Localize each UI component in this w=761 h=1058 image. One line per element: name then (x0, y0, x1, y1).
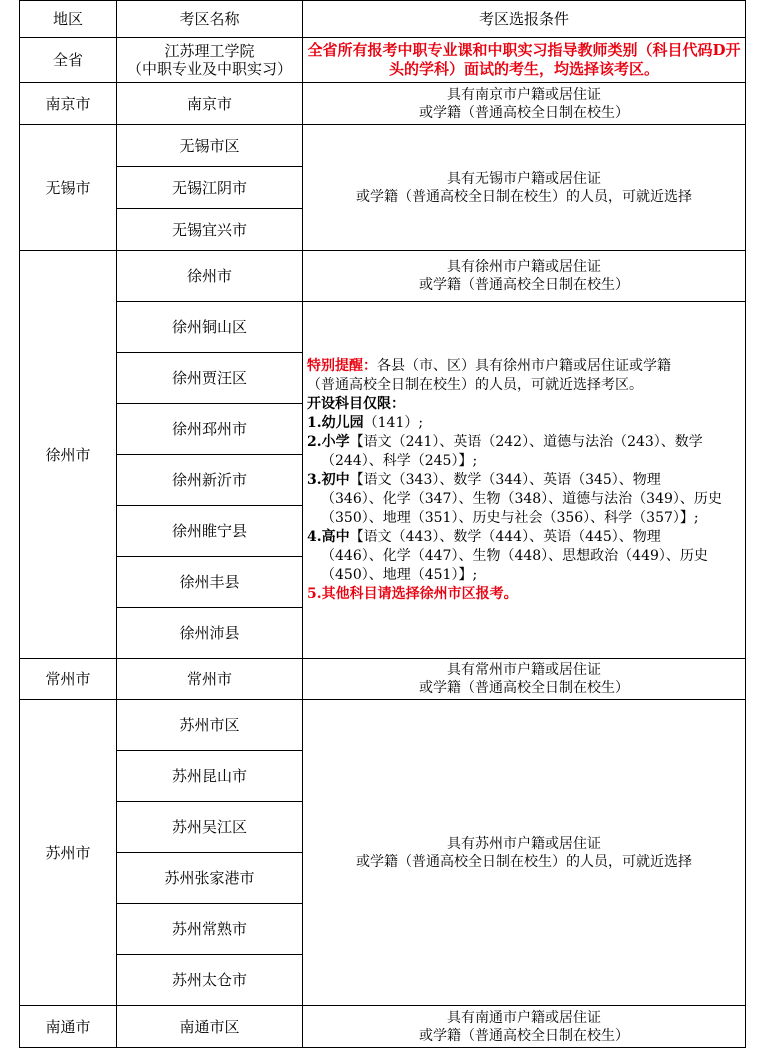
subject-item-text: 【语文（241）、英语（242）、道德与法治（243）、数学 (349, 433, 703, 450)
subject-item-label: 4.高中 (307, 528, 350, 545)
area-name-cell: 徐州铜山区 (117, 302, 303, 353)
condition-line: 或学籍（普通高校全日制在校生） (419, 104, 629, 121)
wuxi-row (20, 125, 746, 167)
subject-item-cont: （450）、地理（451）】; (321, 566, 478, 583)
region-cell: 苏州市 (20, 700, 117, 1006)
region-cell: 全省 (20, 38, 117, 83)
condition-cell (303, 1006, 746, 1048)
condition-line: 具有徐州市户籍或居住证 (447, 259, 601, 275)
subject-item-other: 5.其他科目请选择徐州市区报考。 (307, 585, 518, 602)
subject-item-cont: （446）、化学（447）、生物（448）、思想政治（449）、历史 (321, 547, 708, 564)
area-name-line: 江苏理工学院 (164, 42, 255, 60)
notice-line: （普通高校全日制在校生）的人员，可就近选择考区。 (307, 376, 643, 393)
subject-item-text: 【语文（343）、数学（344）、英语（345）、物理 (349, 471, 661, 488)
area-name-cell: 南通市区 (117, 1006, 303, 1048)
condition-cell (303, 125, 746, 251)
region-cell: 南京市 (20, 83, 117, 125)
condition-line: 或学籍（普通高校全日制在校生） (419, 680, 629, 696)
suzhou-row (20, 700, 746, 751)
area-name-cell: 苏州张家港市 (117, 853, 303, 904)
area-name-cell: 无锡市区 (117, 125, 303, 167)
xuzhou-detail-cell (303, 302, 746, 659)
subject-item-text: 【语文（443）、数学（444）、英语（445）、物理 (349, 528, 661, 545)
area-name-line: （中职专业及中职实习） (126, 60, 292, 78)
condition-cell: 全省所有报考中职专业课和中职实习指导教师类别（科目代码D开头的学科）面试的考生，均选择该考区。 (303, 38, 746, 83)
area-name-cell: 徐州新沂市 (117, 455, 303, 506)
subject-item (307, 528, 741, 547)
area-name-cell: 苏州昆山市 (117, 751, 303, 802)
header-name: 考区名称 (117, 1, 303, 38)
nanjing-row (20, 83, 746, 125)
subject-item-cont: （346）、化学（347）、生物（348）、道德与法治（349）、历史 (321, 490, 722, 507)
condition-cell (303, 700, 746, 1006)
notice-text: 各县（市、区）具有徐州市户籍或居住证或学籍 (377, 357, 671, 374)
notice-line (307, 357, 741, 376)
condition-line: 具有南京市户籍或居住证 (447, 86, 601, 103)
area-name-cell (117, 38, 303, 83)
area-name-cell: 徐州贾汪区 (117, 353, 303, 404)
region-cell: 常州市 (20, 659, 117, 700)
subject-item-label: 3.初中 (307, 471, 350, 488)
notice-label: 特别提醒： (307, 357, 377, 374)
xuzhou-row (20, 302, 746, 353)
subject-item-label: 1.幼儿园 (307, 414, 364, 431)
region-cell: 无锡市 (20, 125, 117, 251)
condition-cell (303, 659, 746, 700)
area-name-cell: 苏州常熟市 (117, 904, 303, 955)
exam-area-table (19, 0, 746, 1048)
subject-item-cont: （244）、科学（245）】; (321, 452, 478, 469)
condition-cell (303, 83, 746, 125)
region-cell: 徐州市 (20, 251, 117, 659)
header-row (20, 1, 746, 38)
header-region: 地区 (20, 1, 117, 38)
subject-item (307, 433, 741, 452)
condition-line: 或学籍（普通高校全日制在校生）的人员，可就近选择 (356, 188, 692, 205)
xuzhou-row (20, 251, 746, 302)
condition-line: 具有南通市户籍或居住证 (447, 1009, 601, 1026)
condition-line: 具有无锡市户籍或居住证 (447, 170, 601, 187)
condition-line: 具有苏州市户籍或居住证 (447, 835, 601, 852)
subject-item-text: （141）; (363, 414, 424, 431)
area-name-cell: 南京市 (117, 83, 303, 125)
area-name-cell: 常州市 (117, 659, 303, 700)
condition-line: 具有常州市户籍或居住证 (447, 662, 601, 678)
header-condition: 考区选报条件 (303, 1, 746, 38)
region-cell: 南通市 (20, 1006, 117, 1048)
area-name-cell: 徐州沛县 (117, 608, 303, 659)
subject-item (307, 471, 741, 490)
area-name-cell: 苏州太仓市 (117, 955, 303, 1006)
subjects-title: 开设科目仅限： (307, 395, 405, 412)
province-row (20, 38, 746, 83)
area-name-cell: 苏州市区 (117, 700, 303, 751)
changzhou-row (20, 659, 746, 700)
area-name-cell: 苏州吴江区 (117, 802, 303, 853)
condition-cell (303, 251, 746, 302)
condition-line: 或学籍（普通高校全日制在校生） (419, 277, 629, 293)
condition-line: 或学籍（普通高校全日制在校生） (419, 1027, 629, 1044)
area-name-cell: 徐州丰县 (117, 557, 303, 608)
subject-item-cont: （350）、地理（351）、历史与社会（356）、科学（357）】; (321, 509, 699, 526)
area-name-cell: 徐州市 (117, 251, 303, 302)
area-name-cell: 无锡宜兴市 (117, 209, 303, 251)
subject-item (307, 414, 741, 433)
condition-line: 或学籍（普通高校全日制在校生）的人员，可就近选择 (356, 853, 692, 870)
area-name-cell: 徐州睢宁县 (117, 506, 303, 557)
area-name-cell: 徐州邳州市 (117, 404, 303, 455)
subject-item-label: 2.小学 (307, 433, 350, 450)
nantong-row (20, 1006, 746, 1048)
area-name-cell: 无锡江阴市 (117, 167, 303, 209)
